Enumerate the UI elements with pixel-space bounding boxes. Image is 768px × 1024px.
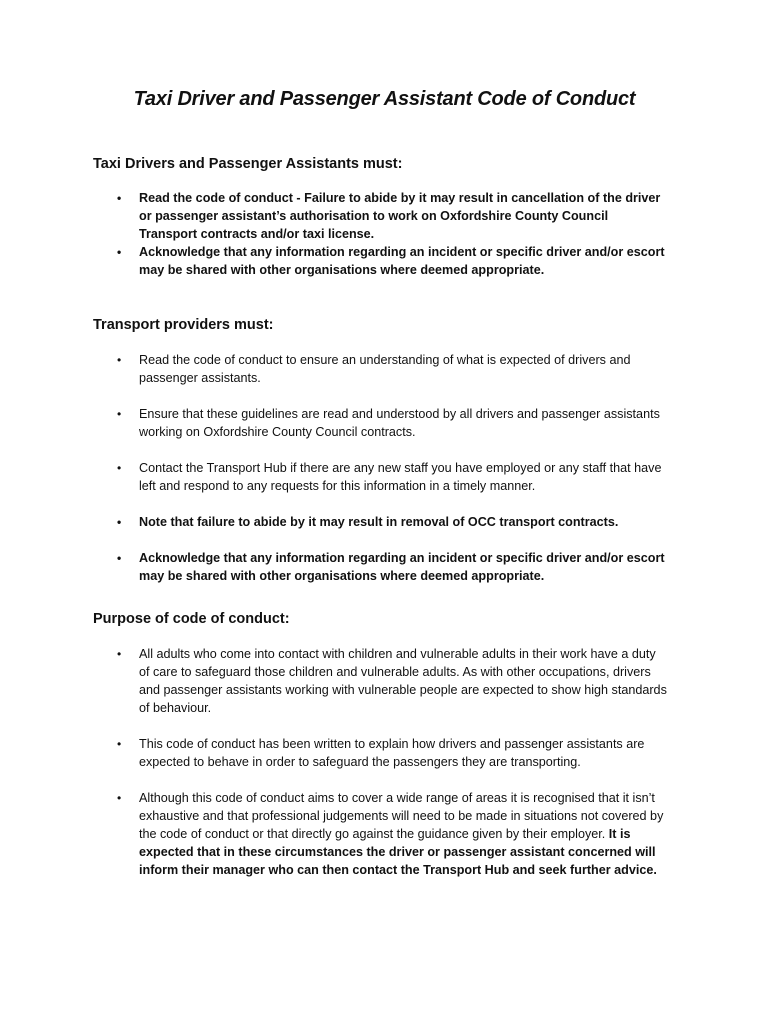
document-title: Taxi Driver and Passenger Assistant Code of Conduct	[133, 88, 636, 110]
list-item	[117, 735, 668, 771]
list-item-text: Acknowledge that any information regarding an incident or specific driver and/or escort may be shared with other organisations where deemed appropriate.	[139, 245, 665, 277]
section-drivers-assistants	[93, 155, 668, 279]
bullet-icon: •	[117, 245, 122, 259]
bullet-list	[93, 189, 668, 279]
section-heading: Transport providers must:	[93, 317, 274, 333]
list-item-text: Read the code of conduct to ensure an understanding of what is expected of drivers and passenger assistants.	[139, 353, 631, 385]
bullet-icon: •	[117, 353, 122, 367]
list-item-text: Ensure that these guidelines are read and understood by all drivers and passenger assistants working on Oxfordshire County Council contracts.	[139, 407, 660, 439]
list-item	[117, 513, 668, 531]
bullet-list	[93, 351, 668, 585]
bullet-icon: •	[117, 647, 122, 661]
list-item-text: Read the code of conduct - Failure to abide by it may result in cancellation of the driver or passenger assistant’s authorisation to work on Oxfordshire County Council Transport contracts and/or taxi license.	[139, 191, 661, 241]
list-item	[117, 405, 668, 441]
list-item	[117, 243, 668, 279]
section-heading: Taxi Drivers and Passenger Assistants must:	[93, 156, 403, 172]
list-item-text: This code of conduct has been written to explain how drivers and passenger assistants are expected to behave in order to safeguard the passengers they are transporting.	[139, 737, 645, 769]
list-item-text: Acknowledge that any information regarding an incident or specific driver and/or escort may be shared with other organisations where deemed appropriate.	[139, 551, 665, 583]
section-purpose	[93, 610, 668, 879]
list-item	[117, 459, 668, 495]
list-item	[117, 189, 668, 243]
list-item	[117, 645, 668, 717]
list-item-text: Contact the Transport Hub if there are any new staff you have employed or any staff that have left and respond to any requests for this information in a timely manner.	[139, 461, 662, 493]
bullet-icon: •	[117, 791, 122, 805]
bullet-icon: •	[117, 515, 122, 529]
list-item-text: Although this code of conduct aims to cover a wide range of areas it is recognised that it isn’t exhaustive and that professional judgements will need to be made in situations not covered by the code of conduct or that directly go against the guidance given by their employer.	[139, 791, 664, 841]
bullet-icon: •	[117, 407, 122, 421]
list-item	[117, 549, 668, 585]
bullet-icon: •	[117, 551, 122, 565]
bullet-icon: •	[117, 461, 122, 475]
bullet-list	[93, 645, 668, 879]
bullet-icon: •	[117, 191, 122, 205]
section-heading: Purpose of code of conduct:	[93, 611, 290, 627]
list-item-text: Note that failure to abide by it may result in removal of OCC transport contracts.	[139, 515, 619, 529]
bullet-icon: •	[117, 737, 122, 751]
list-item-text: All adults who come into contact with children and vulnerable adults in their work have a duty of care to safeguard those children and vulnerable adults. As with other occupations, drivers and passenger assistants working with vulnerable people are expected to show high standards of behaviour.	[139, 647, 667, 715]
list-item	[117, 789, 668, 879]
list-item	[117, 351, 668, 387]
list-item-bold-text: It is expected that in these circumstances the driver or passenger assistant concerned will inform their manager who can then contact the Transport Hub and seek further advice.	[139, 827, 657, 877]
section-transport-providers	[93, 316, 668, 585]
